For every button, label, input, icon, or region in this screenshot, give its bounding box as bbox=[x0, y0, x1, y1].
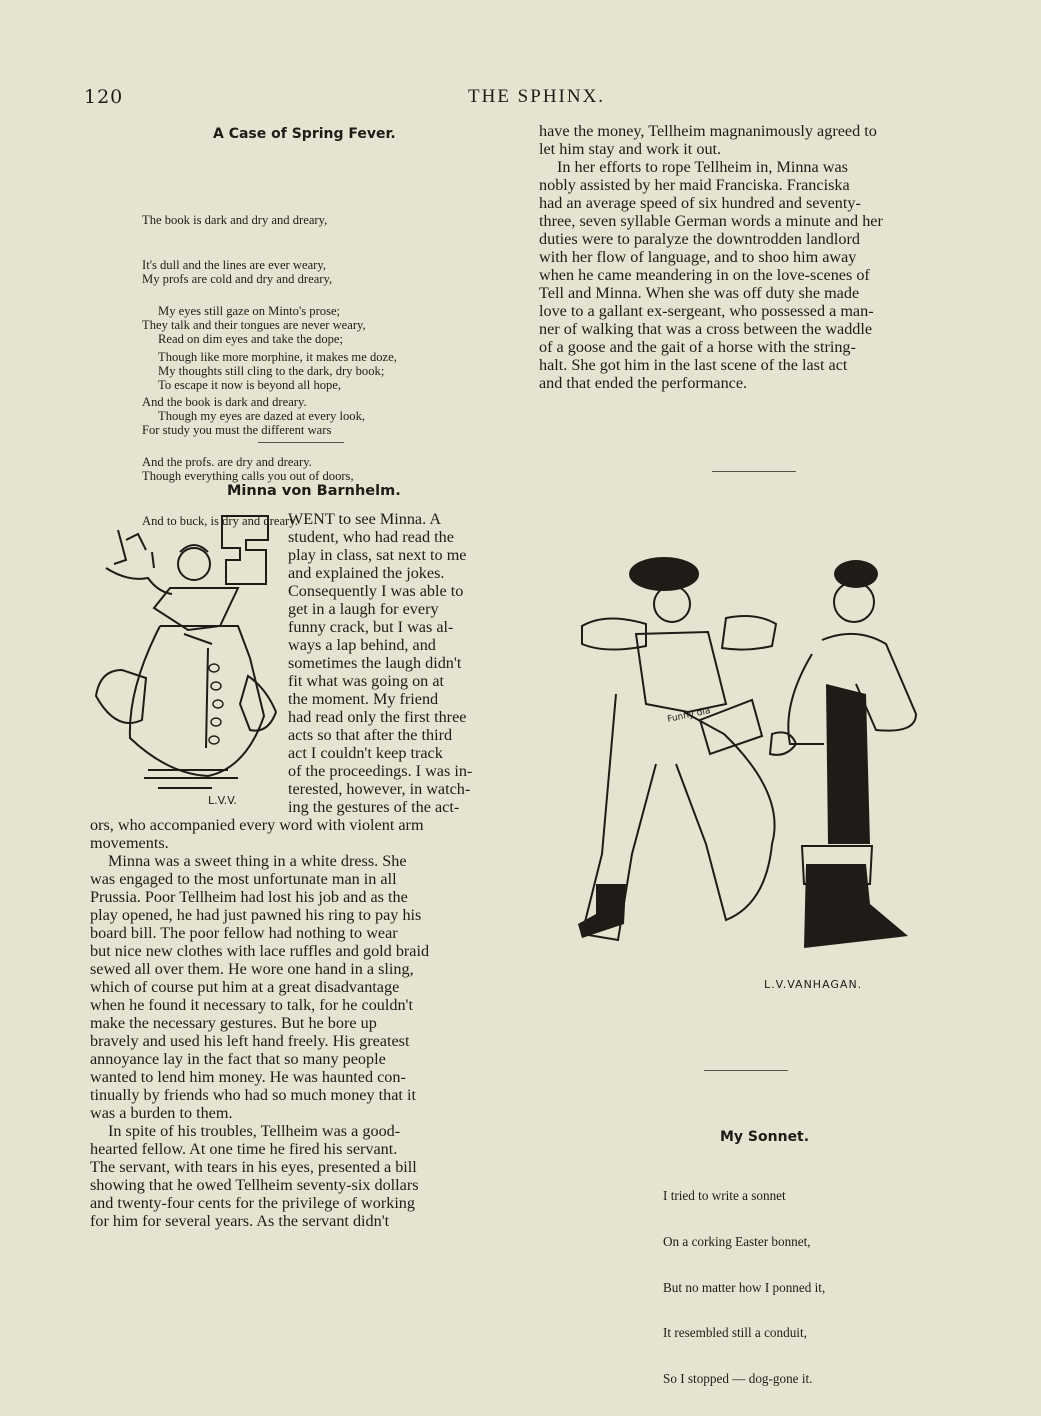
text-line: duties were to paralyze the downtrodden landlord bbox=[539, 230, 860, 248]
poem-line: My profs are cold and dry and dreary, bbox=[142, 272, 333, 287]
text-line: Consequently I was able to bbox=[288, 582, 464, 600]
poem-line: Though my eyes are dazed at every look, bbox=[158, 409, 366, 424]
text-line: sewed all over them. He wore one hand in a sling, bbox=[90, 960, 414, 978]
text-line: of a goose and the gait of a horse with the string- bbox=[539, 338, 856, 356]
text-line: but nice new clothes with lace ruffles and gold braid bbox=[90, 942, 430, 960]
poem-line: On a corking Easter bonnet, bbox=[663, 1234, 811, 1249]
text-line: halt. She got him in the last scene of the last act bbox=[539, 356, 848, 374]
text-line: showing that he owed Tellheim seventy-six dollars bbox=[90, 1176, 419, 1194]
text-line: when he found it necessary to talk, for he couldn't bbox=[90, 996, 413, 1014]
wrap-lines-container bbox=[288, 510, 520, 816]
minna-body-text bbox=[90, 816, 522, 1230]
text-line: get in a laugh for every bbox=[288, 600, 439, 618]
continued-lines-container bbox=[539, 122, 971, 392]
poem-line: My thoughts still cling to the dark, dry book; bbox=[158, 363, 385, 378]
text-line: when he came meandering in on the love-scenes of bbox=[539, 266, 870, 284]
text-line: let him stay and work it out. bbox=[539, 140, 722, 158]
text-line: bravely and used his left hand freely. His greatest bbox=[90, 1032, 410, 1050]
poem-line: And to buck, is dry and dreary. bbox=[142, 514, 298, 529]
text-line: hearted fellow. At one time he fired his servant. bbox=[90, 1140, 398, 1158]
text-line: board bill. The poor fellow had nothing to wear bbox=[90, 924, 398, 942]
section-divider bbox=[704, 1070, 788, 1071]
poem-line: Though like more morphine, it makes me doze, bbox=[158, 349, 397, 364]
text-line: play opened, he had just pawned his ring to pay his bbox=[90, 906, 422, 924]
text-line: Prussia. Poor Tellheim had lost his job and as the bbox=[90, 888, 408, 906]
poem-line: Though everything calls you out of doors, bbox=[142, 468, 354, 483]
poem-line: It resembled still a conduit, bbox=[663, 1325, 807, 1341]
text-line: terested, however, in watch- bbox=[288, 780, 471, 798]
text-line: ways a lap behind, and bbox=[288, 636, 436, 654]
sonnet-title: My Sonnet. bbox=[720, 1129, 810, 1145]
text-line: acts so that after the third bbox=[288, 726, 453, 744]
text-line: funny crack, but I was al- bbox=[288, 618, 454, 636]
section-divider bbox=[712, 471, 796, 472]
text-line: wanted to lend him money. He was haunted con- bbox=[90, 1068, 406, 1086]
illustration-signature: L.V.V. bbox=[208, 794, 237, 807]
text-line: for him for several years. As the servant didn't bbox=[90, 1212, 390, 1230]
text-line: sometimes the laugh didn't bbox=[288, 654, 462, 672]
text-line: with her flow of language, and to shoo him away bbox=[539, 248, 857, 266]
text-line: the moment. My friend bbox=[288, 690, 439, 708]
text-line: had an average speed of six hundred and seventy- bbox=[539, 194, 861, 212]
text-line: make the necessary gestures. But he bore up bbox=[90, 1014, 377, 1032]
text-line: The servant, with tears in his eyes, presented a bill bbox=[90, 1158, 417, 1176]
cartoon-signature: L.V.VANHAGAN. bbox=[764, 978, 863, 991]
text-line: nobly assisted by her maid Franciska. Franciska bbox=[539, 176, 850, 194]
cartoon-illustration bbox=[576, 544, 986, 974]
poem-line: For study you must the different wars bbox=[142, 423, 332, 438]
minna-wrap-text bbox=[288, 510, 520, 816]
poem-line: It's dull and the lines are ever weary, bbox=[142, 258, 326, 273]
text-line: tinually by friends who had so much money that it bbox=[90, 1086, 416, 1104]
poem-line: But no matter how I ponned it, bbox=[663, 1279, 826, 1295]
poem-line: I tried to write a sonnet bbox=[663, 1188, 786, 1204]
full-lines-container bbox=[90, 816, 522, 1230]
text-line: and that ended the performance. bbox=[539, 374, 748, 392]
text-line: had read only the first three bbox=[288, 708, 467, 726]
text-line: which of course put him at a great disadvantage bbox=[90, 978, 400, 996]
poem-line: To escape it now is beyond all hope, bbox=[158, 377, 342, 392]
text-line: In spite of his troubles, Tellheim was a good- bbox=[108, 1122, 401, 1140]
text-line: In her efforts to rope Tellheim in, Minna was bbox=[557, 158, 848, 176]
section-divider bbox=[258, 442, 344, 443]
poem-line: The book is dark and dry and dreary, bbox=[142, 212, 328, 227]
text-line: Minna was a sweet thing in a white dress. She bbox=[108, 852, 407, 870]
text-line: of the proceedings. I was in- bbox=[288, 762, 473, 780]
minna-illustration bbox=[88, 508, 278, 808]
text-line: annoyance lay in the fact that so many people bbox=[90, 1050, 386, 1068]
text-line: three, seven syllable German words a minute and her bbox=[539, 212, 883, 230]
text-line: was engaged to the most unfortunate man in all bbox=[90, 870, 397, 888]
poem-line: They talk and their tongues are never weary, bbox=[142, 318, 366, 332]
spring-fever-title: A Case of Spring Fever. bbox=[213, 126, 396, 142]
text-line: have the money, Tellheim magnanimously agreed to bbox=[539, 122, 877, 140]
poem-line: Read on dim eyes and take the dope; bbox=[158, 332, 344, 346]
text-line: was a burden to them. bbox=[90, 1104, 233, 1122]
text-line: act I couldn't keep track bbox=[288, 744, 443, 762]
poem-line: And the book is dark and dreary. bbox=[142, 395, 307, 410]
text-line: movements. bbox=[90, 834, 169, 852]
text-line: Tell and Minna. When she was off duty she made bbox=[539, 284, 860, 302]
minna-title: Minna von Barnhelm. bbox=[227, 483, 401, 499]
text-line: love to a gallant ex-sergeant, who possessed a man- bbox=[539, 302, 874, 320]
text-line: and twenty-four cents for the privilege of working bbox=[90, 1194, 415, 1212]
text-line: ors, who accompanied every word with violent arm bbox=[90, 816, 424, 834]
running-title: THE SPHINX. bbox=[468, 86, 606, 107]
text-line: ner of walking that was a cross between the waddle bbox=[539, 320, 873, 338]
text-line: and explained the jokes. bbox=[288, 564, 445, 582]
poem-line: My eyes still gaze on Minto's prose; bbox=[158, 304, 341, 318]
poem-line: So I stopped — dog-gone it. bbox=[663, 1370, 813, 1386]
cartoon-sign-text: Funny dia bbox=[666, 706, 712, 725]
text-line: student, who had read the bbox=[288, 528, 454, 546]
sonnet-poem bbox=[663, 1158, 825, 1416]
text-line: ing the gestures of the act- bbox=[288, 798, 460, 816]
text-line: fit what was going on at bbox=[288, 672, 445, 690]
page-number: 120 bbox=[84, 86, 124, 108]
poem-line: And the profs. are dry and dreary. bbox=[142, 454, 312, 469]
text-line: WENT to see Minna. A bbox=[288, 510, 442, 528]
minna-continued-text bbox=[539, 122, 971, 392]
text-line: play in class, sat next to me bbox=[288, 546, 467, 564]
